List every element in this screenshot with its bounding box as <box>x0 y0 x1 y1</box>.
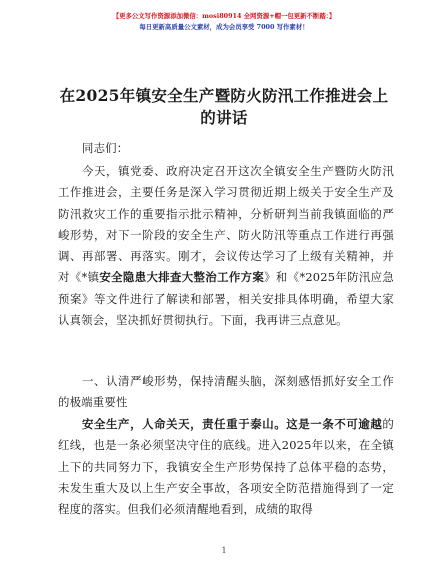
salutation-text: 同志们： <box>82 141 129 155</box>
section-heading-1: 一、认清严峻形势，保持清醒头脑，深刻感悟抓好安全工作的极端重要性 <box>58 374 394 410</box>
promo-banner-blue: 每日更新高质量公文素材，成为会员享受 7000 写作素材！ <box>139 23 309 31</box>
page-number: 1 <box>221 546 227 555</box>
paragraph-safety <box>58 414 394 520</box>
intro-text-end: 2025年防汛应急预案》等文件进行了解读和部署，相关安排具体明确，希望大家认真领会，坚决抓好贯彻执行。下面，我再讲三点意见。 <box>58 270 394 328</box>
salutation <box>58 138 394 159</box>
intro-text-start: 今天，镇党委、政府决定召开这次全镇安全生产暨防火防汛工作推进会，主要任务是深入学习贯彻近期上级关于安全生产及防汛救灾工作的重要指示批示精神，分析研判当前我镇面临的严峻形势，对下一阶段的安全生产、防火防汛等重点工作进行再强调、再部署、再落实。刚才，会议传达学习了上级有关精神，并对《*镇 <box>58 164 394 285</box>
intro-text-mid: 》和《* <box>264 270 306 285</box>
paragraph-intro <box>58 161 394 331</box>
promo-banner-red: 【更多公文写作资源添加微信：mosi80914 全网资源+帽一包更新不断踏：】 <box>112 12 336 20</box>
document-title: 在2025年镇安全生产暨防火防汛工作推进会上的讲话 <box>59 86 389 127</box>
intro-bold-doc-title: 安全隐患大排查大整治工作方案 <box>99 270 265 285</box>
safety-text: 的红线，也是一条必须坚决守住的底线。进入2025年以来，在全镇上下的共同努力下，我镇安全生产形势保持了总体平稳的态势，未发生重大及以上生产安全事故，各项安全防范措施得到了一定程度的落实。但我们必须清醒地看到，成绩的取得 <box>58 417 394 517</box>
safety-bold-lead: 安全生产，人命关天，责任重于泰山。这是一条不可逾越 <box>82 417 383 431</box>
